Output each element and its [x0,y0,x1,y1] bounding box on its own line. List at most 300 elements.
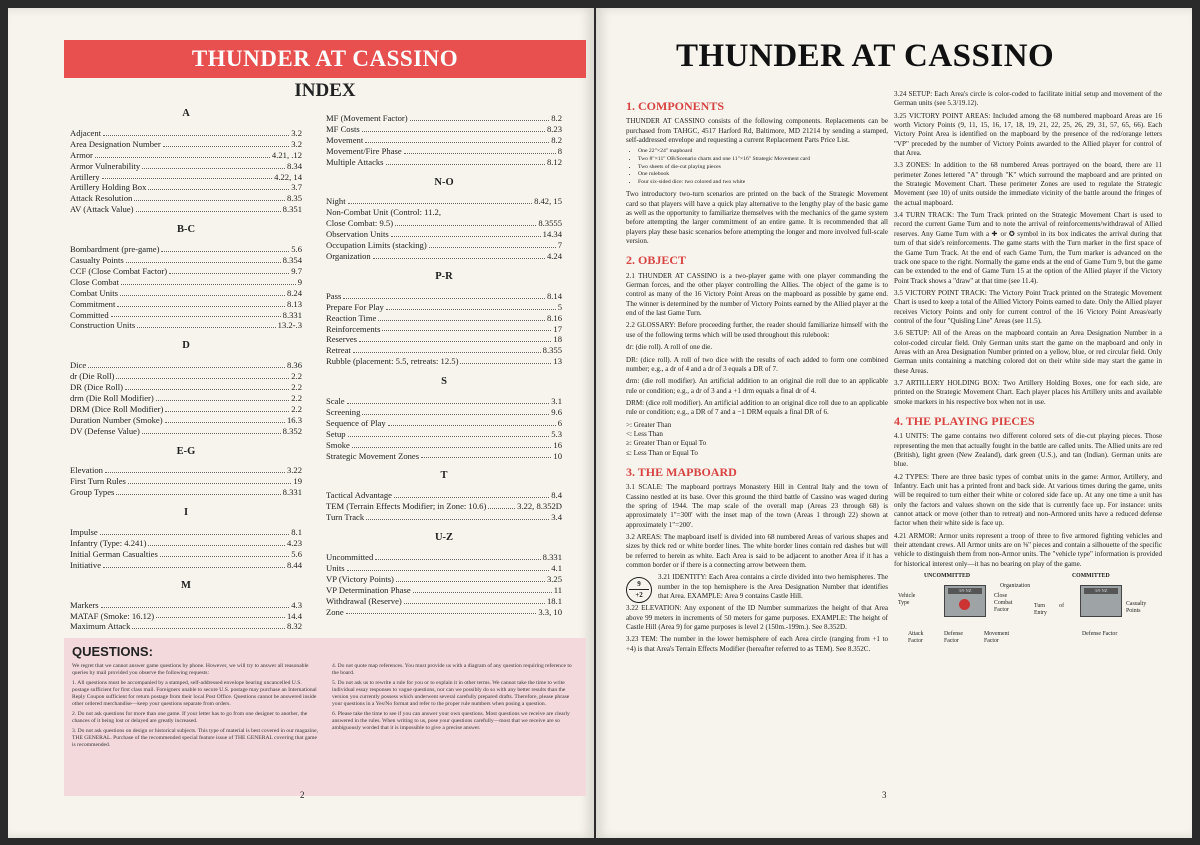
index-page-ref: 8.34 [286,160,302,171]
question-para: We regret that we cannot answer game questions by phone. However, we will try to answer all reasonable queries by mail provided you observe the following requests: [72,663,309,676]
rule-para: 2.1 THUNDER AT CASSINO is a two-player game with one player commanding the German forces, and the other player controlling the Allies. The object of the game is to control as many of the 16 Victory Point Areas on the mapboard as possible by game end. The winner is determined by the number of Victory Points earned by the Allied player at the end of the last Game Turn. [626,271,888,318]
question-para: 5. Do not ask us to rewrite a rule for you or to explain it in other terms. We cannot take the time to write individual essay responses to vague questions, nor can we possibly do so with any better results than the version you currently possess which underwent several carefully prepared drafts. Therefore, please phrase your questions in a Yes/No format and refer to the proper rule numbers when posing a question. [332,680,570,707]
rule-para: 3.1 SCALE: The mapboard portrays Monastery Hill in Central Italy and the town of Cassino nestled at its base. Over this ground the third battle of Cassino was waged during the spring of 1944. The map scale of the overall map (Areas 23 through 68) is approximately 1"=300' with the inset map of the town (Areas 1 through 22) shown at approximately 1"=200'. [626,483,888,529]
questions-right [332,663,578,752]
index-term: CCF (Close Combat Factor) [70,265,168,276]
components-list [638,148,888,186]
index-title: INDEX [294,80,356,101]
index-term: Withdrawal (Reserve) [326,595,402,606]
index-page-ref: 3.2 [291,127,302,138]
movement-factor-label: Movement Factor [984,631,1010,645]
index-entry [326,135,562,146]
close-combat-label: Close Combat Factor [994,593,1013,614]
index-term: Markers [70,599,99,610]
index-entry [326,490,562,501]
rule-para: 3.25 VICTORY POINT AREAS: Included among the 68 numbered mapboard Areas are 16 worth Victory Points (9, 11, 15, 16, 17, 18, 19, 21, 22, 25, 26, 29, 31, 57, 65, 66). Each Victory Point Area is identified on the mapboard by the presence of the red/orange letters "VP" preceded by the number of Victory Points awarded to the Allied player for control of that Area. [894,111,1162,158]
index-page-ref: 8.4 [551,490,562,501]
index-letter-heading: S [441,376,447,388]
area-id-number: 9 [637,580,641,589]
index-term: AV (Attack Value) [70,204,134,215]
index-entry [70,549,302,560]
index-page-ref: 11 [553,584,562,595]
index-term: Commitment [70,298,116,309]
index-entry [70,161,302,172]
index-entry [326,396,562,407]
index-term: Duration Number (Smoke) [70,414,163,425]
index-term: Setup [326,428,346,439]
index-page-ref: 4.22, 14 [274,171,302,182]
index-entry [70,415,302,426]
index-entry [70,255,302,266]
turn-entry-label: Turn of Entry [1034,603,1064,617]
index-page-ref: 8.35 [286,193,302,204]
index-page-ref: 14.4 [286,610,302,621]
index-term: Reinforcements [326,323,381,334]
index-term: Impulse [70,527,98,538]
index-term: Initiative [70,559,102,570]
index-group [70,447,302,499]
index-page-ref: 8.1 [291,527,302,538]
identity-example [626,573,888,604]
symbol-def: ≤: Less Than or Equal To [626,448,698,457]
index-term: Reserves [326,334,358,345]
index-term: First Turn Rules [70,476,126,487]
index-group [70,225,302,331]
list-item: • Two sheets of die-cut playing pieces [638,164,888,172]
rule-para: 2.2 GLOSSARY: Before proceeding further, the reader should familiarize himself with the use of the following terms which will be used throughout this rulebook: [626,321,888,339]
section-heading: 1. COMPONENTS [626,99,725,113]
index-page-ref: 8.13 [286,298,302,309]
unit-counter-committed [1080,585,1122,617]
question-para: 6. Please take the time to see if you can answer your own questions. Most questions we receive are clearly answered in the rules. When writing to us, pose your questions carefully—most that we receive are so ambiguously worded that it is impossible to give a precise answer. [332,711,570,731]
index-term: dr (Die Roll) [70,371,115,382]
rule-para: 3.22 ELEVATION: Any exponent of the ID Number summarizes the height of that Area above 99 meters in increments of 50 meters for game purposes. EXAMPLE: The height of Castle Hill (Area 9) for game purposes is level 2 (150m.-199m.). See 8.352D. [626,604,888,632]
index-page-ref: 8.355 [542,345,562,356]
index-page-ref: 8.352 [282,425,302,436]
question-para: 2. Do not ask questions for more than one game. If your letter has to go from one designer to another, the chances of it being lost or delayed are greatly increased. [72,711,308,724]
rule-para: Two introductory two-turn scenarios are printed on the back of the Strategic Movement card so that players will have a quick play alternative to the lengthy play of the basic game as well as the opportunity to familiarize themselves with the mechanics of the game system before attempting the larger commitment of an entire game. It is recommended that all players play these basic scenarios before attempting the longer and more involved full-scale version. [626,190,888,246]
index-entry [70,476,302,487]
index-page-ref: 3.7 [291,182,302,193]
unit-diagram [894,573,1162,659]
index-entry [70,266,302,277]
index-page-ref: 14.34 [542,229,562,240]
index-term: Area Designation Number [70,138,161,149]
index-letter-heading: E-G [176,445,196,457]
index-entry [326,218,562,229]
index-term: TEM (Terrain Effects Modifier; in Zone: 10.6) [326,501,487,512]
index-entry [326,418,562,429]
index-entry [326,334,562,345]
index-term: MF (Movement Factor) [326,113,408,123]
area-circle-icon [626,577,652,603]
index-term: MF Costs [326,123,360,134]
index-letter-heading: N-O [434,176,454,188]
index-entry [326,585,562,596]
index-term: Elevation [70,465,103,476]
index-entry [70,182,302,193]
index-term: Armor [70,149,93,160]
index-page-ref: 8 [557,145,562,156]
rule-para: DR: (dice roll). A roll of two dice with the results of each added to form one combined number; e.g., a dr of 4 and a dr of 3 equals a DR of 7. [626,355,888,373]
index-page-ref: 17 [553,323,562,334]
symbol-def: ≥: Greater Than or Equal To [626,439,707,448]
section-heading: 2. OBJECT [626,253,687,268]
index-entry [70,277,302,288]
index-entry [326,196,562,207]
index-page-ref: 3.4 [551,512,562,523]
index-page-ref: 13 [553,356,562,367]
index-entry [326,407,562,418]
list-item: • Four six-sided dice: two colored and two white [638,179,888,187]
index-term: Scale [326,396,345,407]
rule-para: 3.3 ZONES: In addition to the 68 numbered Areas portrayed on the board, there are 11 perimeter Zones lettered "A" through "K" which surround the mapboard and are printed on the Strategic Movement Chart. These perimeter Zones are used to regulate the Strategic Movement (see 10) of units outside the immediate vicinity of the battle around the fringes of the actual mapboard. [894,161,1162,207]
index-term: Initial German Casualties [70,548,158,559]
index-page-ref: 8.351 [282,204,302,215]
index-group [326,113,562,168]
rule-para: drm: (die roll modifier). An artificial addition to an original die roll due to an applicable rule or condition; e.g., a dr of 3 and a +1 drm equals a final dr of 4. [626,377,888,395]
index-term: Movement/Fire Phase [326,145,402,156]
index-term: Close Combat [70,276,119,287]
index-entry [326,313,562,324]
rule-para: 3.23 TEM: The number in the lower hemisphere of each Area circle (ranging from +1 to +4) is that Area's Terrain Effects Modifier (hereafter referred to as TEM). See 8.352C. [626,635,888,653]
index-term: Construction Units [70,320,136,331]
index-page-ref: 16 [553,439,562,450]
rulebook-title: THUNDER AT CASSINO [676,38,1055,74]
index-entry [70,310,302,321]
index-page-ref: 8.36 [286,360,302,371]
committed-label: COMMITTED [1072,573,1110,580]
rule-para: 4.21 ARMOR: Armor units represent a troop of three to five armored fighting vehicles and their attendant crews. All Armor units are on ⅝" pieces and contain a silhouette of the specific vehicle to distinguish them from non-Armor units. The "vehicle type" information is provided for historical interest only—it has no bearing on play of the game. [894,531,1162,568]
index-page-ref: 8.32 [286,621,302,632]
index-entry [326,146,562,157]
question-para: 4. Do not quote map references. You must provide us with a diagram of any question requiring reference to the board. [332,663,572,676]
list-item: • One rulebook [638,171,888,179]
index-letter-heading: D [182,340,190,352]
index-group [70,508,302,571]
question-para: 3. Do not ask questions on design or historical subjects. This type of material is best covered in our magazine, THE GENERAL. Purchase of the recommended special feature issue of THE GENERAL covering that game is recommended. [72,728,318,748]
defense-factor-label-committed: Defense Factor [1082,631,1118,638]
index-term: Turn Track [326,512,365,523]
attack-factor-label: Attack Factor [908,631,924,645]
list-item: • Two 8"×11" OB/Scenario charts and one 11"×16" Strategic Movement card [638,156,888,164]
index-entry [326,607,562,618]
index-term: Rubble (placement: 5.5, retreats: 12.5) [326,356,459,367]
index-group [326,377,562,461]
index-entry [70,360,302,371]
index-term: Reaction Time [326,312,377,323]
index-page-ref: 4.23 [286,538,302,548]
index-term: Adjacent [70,127,102,138]
index-entry [326,501,562,512]
index-page-ref: 9 [297,276,302,287]
index-entry [326,207,562,218]
symbol-definitions [626,421,888,458]
index-page-ref: 8.16 [546,312,562,323]
organization-label: Organization [1000,583,1031,590]
rule-para: dr: (die roll). A roll of one die. [626,343,713,352]
index-entry [70,299,302,310]
question-para: 1. All questions must be accompanied by a stamped, self-addressed envelope bearing uncancelled U.S. postage sufficient for first class mail. Foreigners unable to secure U.S. postage may purchase an International Reply Coupon sufficient for return postage from their local Post Office. Questions cannot be answered inside other ordered merchandise—keep your questions separate from orders. [72,680,317,707]
index-page-ref: 8.14 [546,290,562,301]
index-page-ref: 13.2-.3 [277,320,302,331]
index-entry [326,563,562,574]
index-term: Maximum Attack [70,621,131,632]
symbol-def: <: Less Than [626,429,663,438]
index-term: Close Combat: 9.5) [326,218,394,229]
index-entry [70,193,302,204]
index-page-ref: 3.3, 10 [538,606,562,617]
index-letter-heading: A [182,108,190,119]
index-entry [326,429,562,440]
index-term: Prepare For Play [326,301,384,312]
index-page-ref: 2.2 [291,382,302,393]
rule-para: 4.2 TYPES: There are three basic types of combat units in the game: Armor, Artillery, and Infantry. Each unit has a printed front and back side. At various times during the game, units will be required to turn either their white or colored side face up. At any one time a unit has only the factors and values shown on the side that is currently face up. For instance: units cannot attack or move (other than to retreat) and non-Armored units have a reduced defense factor when their white side is face up. [894,472,1162,528]
index-page-ref: 8.331 [542,552,562,562]
right-page [596,8,1192,838]
rule-para: 3.2 AREAS: The mapboard itself is divided into 68 numbered Areas of various shapes and sizes by thick red or white border lines. The white border lines contain red dashes but will be referred to herein as white. Each Area is said to be adjacent to another Area if it has a common border or if there is a connecting arrow between them. [626,533,888,570]
setup-dot-icon [959,599,970,610]
casualty-label: Casualty Points [1126,601,1147,615]
index-page-ref: 8.42, 15 [534,196,562,207]
index-entry [326,451,562,462]
index-term: Group Types [70,487,115,498]
rule-para: THUNDER AT CASSINO consists of the following components. Replacements can be purchased from TAHGC, 4517 Harford Rd, Baltimore, MD 21214 by sending a stamped, self-addressed envelope and requesting a current Replacement Parts Price List. [626,117,888,145]
index-page-ref: 2.2 [291,371,302,382]
index-term: Infantry (Type: 4.241) [70,538,147,548]
index-page-ref: 8.2 [551,134,562,145]
unit-counter-uncommitted [944,585,986,617]
index-group [70,341,302,436]
index-page-ref: 8.331 [282,309,302,320]
index-page-ref: 4.1 [551,562,562,573]
index-page-ref: 5 [557,301,562,312]
rule-para: 3.7 ARTILLERY HOLDING BOX: Two Artillery Holding Boxes, one for each side, are printed on the Strategic Movement Chart. Each player places his Artillery units and available smoke markers in his respective box when not in use. [894,378,1162,406]
index-entry [70,538,302,549]
index-letter-heading: M [181,579,191,591]
index-page-ref: 16.3 [286,414,302,425]
index-entry [326,302,562,313]
index-term: Smoke [326,439,350,450]
index-page-ref: 8.354 [282,254,302,265]
index-group [326,471,562,523]
index-entry [70,150,302,161]
index-page-ref: 3.22, 8.352D [517,501,562,512]
index-letter-heading: P-R [435,270,453,282]
index-entry [70,487,302,498]
index-term: Tactical Advantage [326,490,392,501]
questions-left [72,663,318,752]
index-page-ref: 9.6 [551,406,562,417]
index-right-column [326,113,562,617]
index-term: Units [326,562,345,573]
index-page-ref: 8.331 [282,487,302,498]
index-page-ref: 5.6 [291,244,302,255]
index-term: Casualty Points [70,254,124,265]
index-term: VP Determination Phase [326,584,411,595]
index-term: Non-Combat Unit (Control: 11.2, [326,207,441,218]
index-page-ref: 10 [553,450,562,461]
index-page-ref: 8.24 [286,287,302,298]
page-number-left: 2 [300,790,305,800]
index-term: MATAF (Smoke: 16.12) [70,610,155,621]
page-number-right: 3 [882,790,887,800]
index-entry [326,552,562,563]
defense-factor-label: Defense Factor [944,631,963,645]
index-group [326,533,562,617]
index-entry [70,393,302,404]
index-page-ref: 8.3555 [538,218,562,229]
index-letter-heading: T [440,470,448,482]
index-entry [326,229,562,240]
index-term: Pass [326,290,342,301]
index-page-ref: 5.3 [551,428,562,439]
index-term: Bombardment (pre-game) [70,244,160,255]
index-term: drm (Die Roll Modifier) [70,392,154,403]
index-entry [326,574,562,585]
index-term: Sequence of Play [326,417,386,428]
index-term: Strategic Movement Zones [326,450,420,461]
index-group [70,109,302,215]
index-term: Movement [326,134,364,145]
index-term: Uncommitted [326,552,374,562]
index-term: Occupation Limits (stacking) [326,240,427,251]
rule-para: 3.6 SETUP: All of the Areas on the mapboard contain an Area Designation Number in a color-coded circular field. Only German units start the game on the mapboard and only in Areas with an Area Designation Number printed on a yellow, blue, or red circular field. Only German units containing a matching colored dot on their white side may start the game in these Areas. [894,329,1162,375]
index-entry [326,291,562,302]
index-entry [326,512,562,523]
index-letter-heading: B-C [176,224,196,236]
index-term: Attack Resolution [70,193,133,204]
index-group [326,272,562,367]
rule-para: 3.24 SETUP: Each Area's circle is color-coded to facilitate initial setup and movement of the German units (see 5.3/19.12). [894,90,1162,108]
index-entry [326,157,562,168]
section-heading: 4. THE PLAYING PIECES [894,414,1035,428]
index-term: Combat Units [70,287,118,298]
index-group [70,581,302,633]
index-page-ref: 3.22 [286,465,302,476]
index-entry [326,124,562,135]
area-tem-number: +2 [635,591,643,600]
index-entry [326,240,562,251]
rules-column-2 [894,90,1162,659]
index-page-ref: 5.6 [291,548,302,559]
index-term: Organization [326,250,371,261]
uncommitted-label: UNCOMMITTED [924,573,971,580]
index-term: Armor Vulnerability [70,160,141,171]
index-left-column [70,103,302,632]
index-term: Multiple Attacks [326,156,384,167]
index-page-ref: 4.21, .12 [271,149,302,160]
index-page-ref: 6 [557,417,562,428]
index-entry [326,251,562,262]
rule-para: 4.1 UNITS: The game contains two different colored sets of die-cut playing pieces. Those representing the men that actually fought in the battle are called units. The Allied units are red (British), light green (New Zealand), dark green (U.S.), and tan (Indian). German units are blue. [894,432,1162,469]
index-page-ref: 8.23 [546,123,562,134]
vehicle-type-label: Vehicle Type [898,593,916,607]
rules-column-1 [626,100,888,657]
index-term: Artillery Holding Box [70,182,147,193]
index-term: Artillery [70,171,100,182]
index-letter-heading: U-Z [434,532,454,544]
rule-para: DRM: (dice roll modifier). An artificial addition to an original dice roll due to an applicable rule or condition; e.g., a DR of 7 and a −1 DRM equals a final DR of 6. [626,398,888,417]
index-entry [70,288,302,299]
section-heading: 3. THE MAPBOARD [626,464,737,479]
rule-para: 3.4 TURN TRACK: The Turn Track printed on the Strategic Movement Chart is used to record the current Game Turn and to note the arrival of reinforcements/withdrawal of Allied reserves. Any Game Turn with a ✚ or ✪ symbol in its box indicates the arrival during that turn of that side's reinforcements. The game starts with the Turn marker in the first space of the Game Turn Track. At the end of each Game Turn, the Turn marker is advanced on the track one space to the right. Normally the game ends at the end of Game Turn 9, but the game can be extended to the end of Game Turn 15 at the option of the Allied player if the Victory Point Track shows a "draw" at that time (see 11.4). [894,211,1162,285]
unit-tag: 3/9 NZ [1084,588,1118,594]
index-entry [70,465,302,476]
left-page [8,8,594,838]
index-entry [70,172,302,183]
index-page-ref: 2.2 [291,392,302,403]
rule-para: 3.5 VICTORY POINT TRACK: The Victory Point Track printed on the Strategic Movement Chart is used to keep a total of the Allied Victory Points earned to date. Only the Allied player receives Victory Points and only for current control of the 16 Victory Point Areas/early control of the four "Quisling Line" Areas (see 11.5). [894,288,1162,325]
index-entry [326,113,562,124]
index-term: Retreat [326,345,351,356]
index-entry [70,527,302,538]
index-entry [70,426,302,437]
index-term: Dice [70,360,87,371]
index-page-ref: 8.12 [546,156,562,167]
index-page-ref: 2.2 [291,403,302,414]
index-entry [326,324,562,335]
index-entry [70,611,302,622]
index-entry [70,320,302,331]
index-entry [70,621,302,632]
index-term: DV (Defense Value) [70,425,140,436]
index-page-ref: 8.2 [551,113,562,123]
index-term: DRM (Dice Roll Modifier) [70,403,164,414]
index-term: Committed [70,309,109,320]
index-entry [70,382,302,393]
index-entry [70,139,302,150]
index-page-ref: 18 [553,334,562,345]
index-group [326,178,562,262]
index-entry [326,596,562,607]
index-entry [326,356,562,367]
index-entry [70,371,302,382]
index-page-ref: 9.7 [291,265,302,276]
index-page-ref: 3.2 [291,138,302,149]
index-letter-heading: I [183,507,189,519]
list-item: • One 22"×24" mapboard [638,148,888,156]
index-page-ref: 19 [293,476,302,487]
index-term: Zone [326,606,344,617]
index-page-ref: 3.1 [551,396,562,407]
symbol-def: >: Greater Than [626,420,672,429]
index-entry [70,204,302,215]
index-entry [70,560,302,571]
questions-title: QUESTIONS: [72,644,153,659]
index-term: Observation Units [326,229,389,240]
index-term: VP (Victory Points) [326,573,394,584]
index-page-ref: 4.3 [291,599,302,610]
index-entry [70,404,302,415]
index-term: Screening [326,406,361,417]
questions-box [64,638,586,796]
index-entry [70,128,302,139]
index-term: Night [326,196,346,207]
index-entry [326,345,562,356]
index-entry [70,244,302,255]
index-page-ref: 7 [557,240,562,251]
rule-para: 3.21 IDENTITY: Each Area contains a circle divided into two hemispheres. The number in the top hemisphere is the Area Designation Number that identifies that Area. EXAMPLE: Area 9 contains Castle Hill. [658,573,888,601]
index-entry [326,440,562,451]
index-term: DR (Dice Roll) [70,382,123,393]
index-page-ref: 4.24 [546,250,562,261]
index-entry [70,600,302,611]
index-page-ref: 8.44 [286,559,302,570]
index-banner: THUNDER AT CASSINO [64,40,586,78]
index-page-ref: 18.1 [546,595,562,606]
index-page-ref: 3.25 [546,573,562,584]
